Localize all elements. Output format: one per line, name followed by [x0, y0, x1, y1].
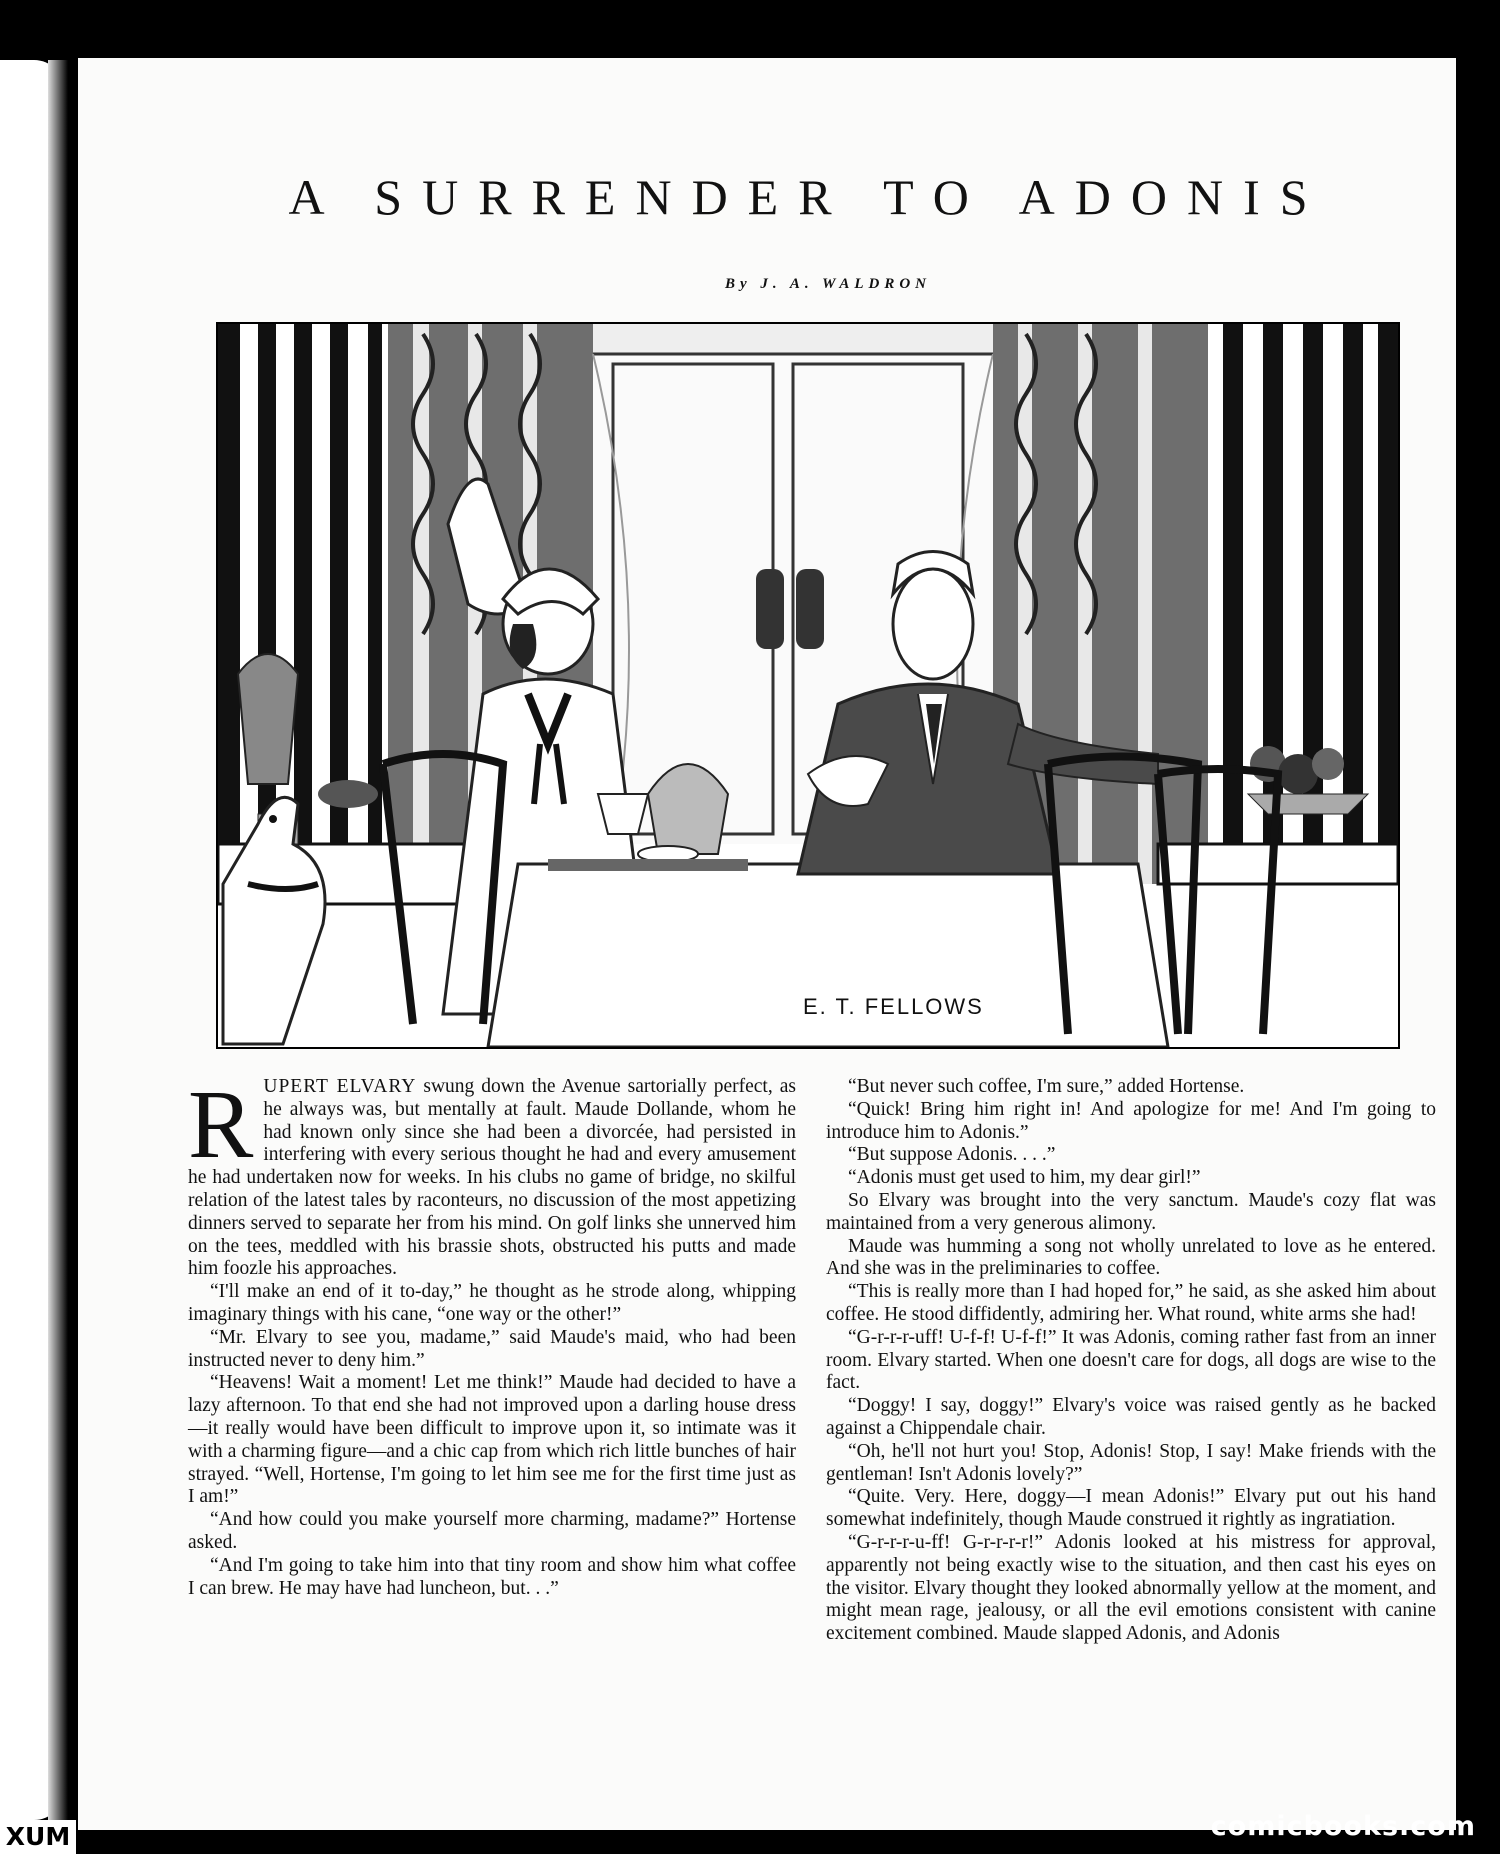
article-byline: By J. A. WALDRON — [725, 276, 931, 292]
paragraph: So Elvary was brought into the very sanctum. Maude's cozy flat was maintained from a very generous alimony. — [826, 1189, 1436, 1234]
artist-signature: E. T. FELLOWS — [803, 994, 984, 1019]
paragraph: “But never such coffee, I'm sure,” added Hortense. — [848, 1076, 1245, 1097]
paragraph: “And I'm going to take him into that tiny room and show him what coffee I can brew. He may have had luncheon, but. . .” — [188, 1554, 796, 1599]
text-column-left — [188, 1071, 796, 1600]
paragraph: Maude was humming a song not wholly unrelated to love as he entered. And she was in the preliminaries to coffee. — [826, 1235, 1436, 1280]
paragraph: “Mr. Elvary to see you, madame,” said Maude's maid, who had been instructed never to deny him.” — [188, 1326, 796, 1371]
drop-cap: R — [188, 1071, 254, 1179]
paragraph: “But suppose Adonis. . . .” — [848, 1144, 1056, 1166]
text-column-right — [826, 1076, 1436, 1646]
paragraph — [188, 1071, 796, 1281]
paragraph-text: swung down the Avenue sartorially perfect, as he always was, but mentally at fault. Maude Dollande, whom he had known only since she had been a divorcée, had persisted in interfering with every serious thought he had and every amusement he had undertaken now for weeks. In his clubs no game of bridge, no skilful relation of the latest tales by raconteurs, no discussion of the most appetizing dinners served to separate her from his mind. On golf links she unnerved him on the tees, meddled with his brassie shots, obstructed his putts and made him foozle his approaches. — [188, 1076, 796, 1280]
paragraph: “And how could you make yourself more charming, madame?” Hortense asked. — [188, 1509, 796, 1553]
paragraph: “This is really more than I had hoped for,” he said, as she asked him about coffee. He stood diffidently, admiring her. What round, white arms she had! — [826, 1281, 1436, 1325]
paragraph: “G-r-r-r-uff! U-f-f! U-f-f!” It was Adonis, coming rather fast from an inner room. Elvary started. When one doesn't care for dogs, all dogs are wise to the fact. — [826, 1326, 1436, 1394]
paragraph-lead: UPERT ELVARY — [263, 1076, 417, 1097]
paragraph: “Adonis must get used to him, my dear girl!” — [848, 1167, 1201, 1189]
paragraph: “G-r-r-r-u-ff! G-r-r-r-r!” Adonis looked at his mistress for approval, apparently not being exactly wise to the situation, and then cast his eyes on the visitor. Elvary thought they looked abnormally yellow at the moment, and might mean rage, jealousy, or all the evil emotions consistent with canine excitement combined. Maude slapped Adonis, and Adonis — [826, 1531, 1436, 1645]
paragraph: “Quick! Bring him right in! And apologize for me! And I'm going to introduce him to Adonis.” — [826, 1098, 1436, 1143]
page-gutter-shadow — [48, 60, 68, 1820]
corner-tag: XUM — [0, 1820, 76, 1854]
paragraph: “I'll make an end of it to-day,” he thought as he strode along, whipping imaginary things with his cane, “one way or the other!” — [188, 1281, 796, 1325]
paragraph: “Heavens! Wait a moment! Let me think!” Maude had decided to have a lazy afternoon. To that end she had not improved upon a darling house dress—it really would have been difficult to improve upon it, so intimate was it with a charming figure—and a chic cap from which rich little bunches of hair strayed. “Well, Hortense, I'm going to let him see me for the first time just as I am!” — [188, 1372, 796, 1508]
paragraph: “Doggy! I say, doggy!” Elvary's voice was raised gently as he backed against a Chippendale chair. — [826, 1395, 1436, 1439]
paragraph: “Quite. Very. Here, doggy—I mean Adonis!” Elvary put out his hand somewhat indefinitely, though Maude construed it rightly as ingratiation. — [826, 1486, 1436, 1531]
illustration — [216, 322, 1400, 1049]
watermark: comicbooks.com — [1210, 1811, 1476, 1842]
magazine-page — [78, 58, 1456, 1830]
paragraph: “Oh, he'll not hurt you! Stop, Adonis! Stop, I say! Make friends with the gentleman! Isn't Adonis lovely?” — [826, 1440, 1436, 1485]
article-title: A SURRENDER TO ADONIS — [288, 169, 1328, 225]
